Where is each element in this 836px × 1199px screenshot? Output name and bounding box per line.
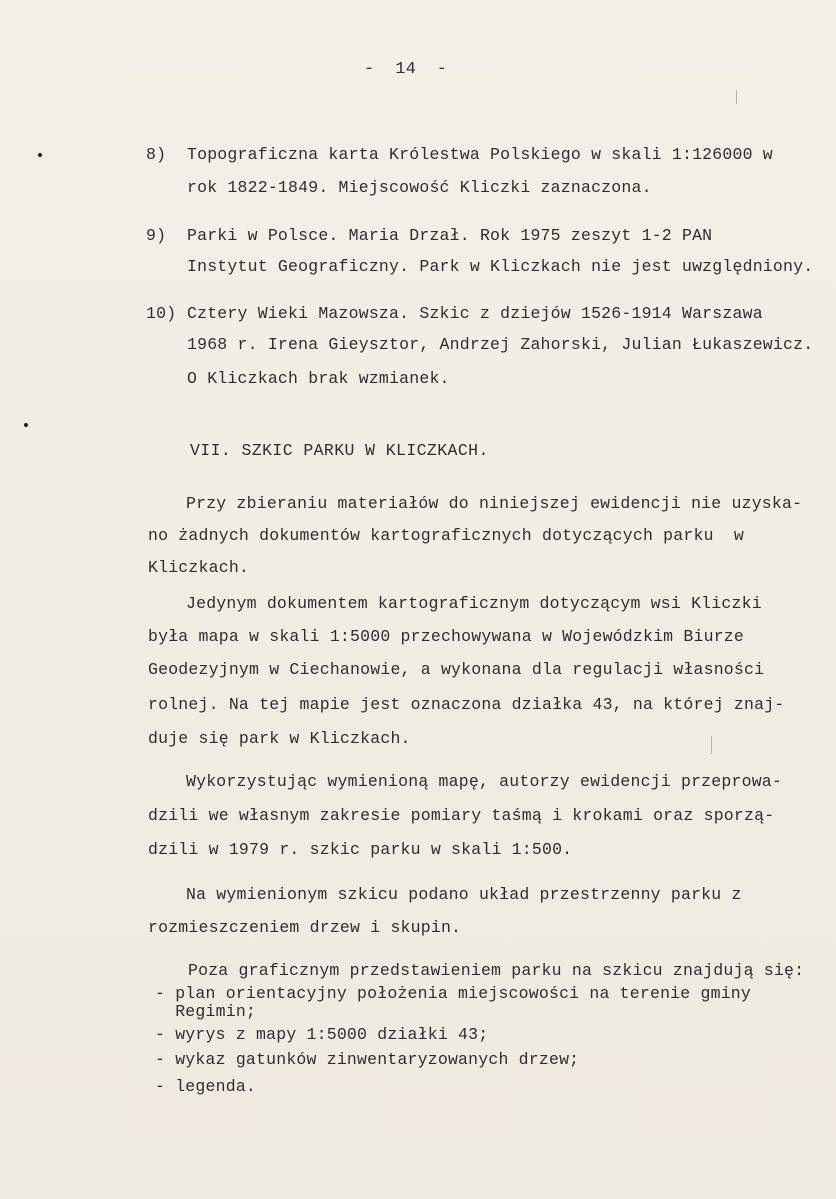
- list-item-line: O Kliczkach brak wzmianek.: [187, 369, 450, 388]
- paragraph-line: duje się park w Kliczkach.: [148, 729, 411, 748]
- dash-list-item: - wykaz gatunków zinwentaryzowanych drzew;: [155, 1050, 580, 1069]
- list-item-line: 1968 r. Irena Gieysztor, Andrzej Zahorski, Julian Łukaszewicz.: [187, 335, 814, 354]
- paragraph-line: Przy zbieraniu materiałów do niniejszej ewidencji nie uzyska-: [186, 494, 803, 513]
- dash-list-item: Regimin;: [155, 1002, 257, 1021]
- list-item-line: Topograficzna karta Królestwa Polskiego w skali 1:126000 w: [187, 145, 773, 164]
- list-item-line: Instytut Geograficzny. Park w Kliczkach nie jest uwzględniony.: [187, 257, 814, 276]
- paragraph-line: Kliczkach.: [148, 558, 250, 577]
- binder-hole-mark: [38, 153, 42, 157]
- list-item-line: Parki w Polsce. Maria Drzał. Rok 1975 zeszyt 1-2 PAN: [187, 226, 713, 245]
- paragraph-line: no żadnych dokumentów kartograficznych dotyczących parku w: [148, 526, 744, 545]
- scan-mark: [736, 90, 737, 104]
- paragraph-line: rozmieszczeniem drzew i skupin.: [148, 918, 462, 937]
- dash-list-item: - wyrys z mapy 1:5000 działki 43;: [155, 1025, 489, 1044]
- paragraph-line: dzili w 1979 r. szkic parku w skali 1:500.: [148, 840, 573, 859]
- paragraph-line: Na wymienionym szkicu podano układ przestrzenny parku z: [186, 885, 742, 904]
- paragraph-line: dzili we własnym zakresie pomiary taśmą i krokami oraz sporzą-: [148, 806, 775, 825]
- paragraph-line: Geodezyjnym w Ciechanowie, a wykonana dla regulacji własności: [148, 660, 765, 679]
- list-number: 8): [146, 145, 167, 164]
- section-heading: VII. SZKIC PARKU W KLICZKACH.: [190, 441, 489, 460]
- list-number: 10): [146, 304, 177, 323]
- paragraph-line: Wykorzystując wymienioną mapę, autorzy ewidencji przeprowa-: [186, 772, 782, 791]
- list-item-line: rok 1822-1849. Miejscowość Kliczki zaznaczona.: [187, 178, 652, 197]
- page-number: - 14 -: [364, 60, 448, 79]
- paragraph-line: Jedynym dokumentem kartograficznym dotyczącym wsi Kliczki: [186, 594, 762, 613]
- list-item-line: Cztery Wieki Mazowsza. Szkic z dziejów 1526-1914 Warszawa: [187, 304, 763, 323]
- binder-hole-mark: [24, 423, 28, 427]
- paragraph-line: była mapa w skali 1:5000 przechowywana w Wojewódzkim Biurze: [148, 627, 744, 646]
- list-number: 9): [146, 226, 167, 245]
- scan-mark: [711, 736, 712, 754]
- dash-list-item: - plan orientacyjny położenia miejscowości na terenie gminy: [155, 984, 751, 1003]
- list-intro: Poza graficznym przedstawieniem parku na szkicu znajdują się:: [188, 961, 805, 980]
- dash-list-item: - legenda.: [155, 1077, 257, 1096]
- paragraph-line: rolnej. Na tej mapie jest oznaczona działka 43, na której znaj-: [148, 695, 785, 714]
